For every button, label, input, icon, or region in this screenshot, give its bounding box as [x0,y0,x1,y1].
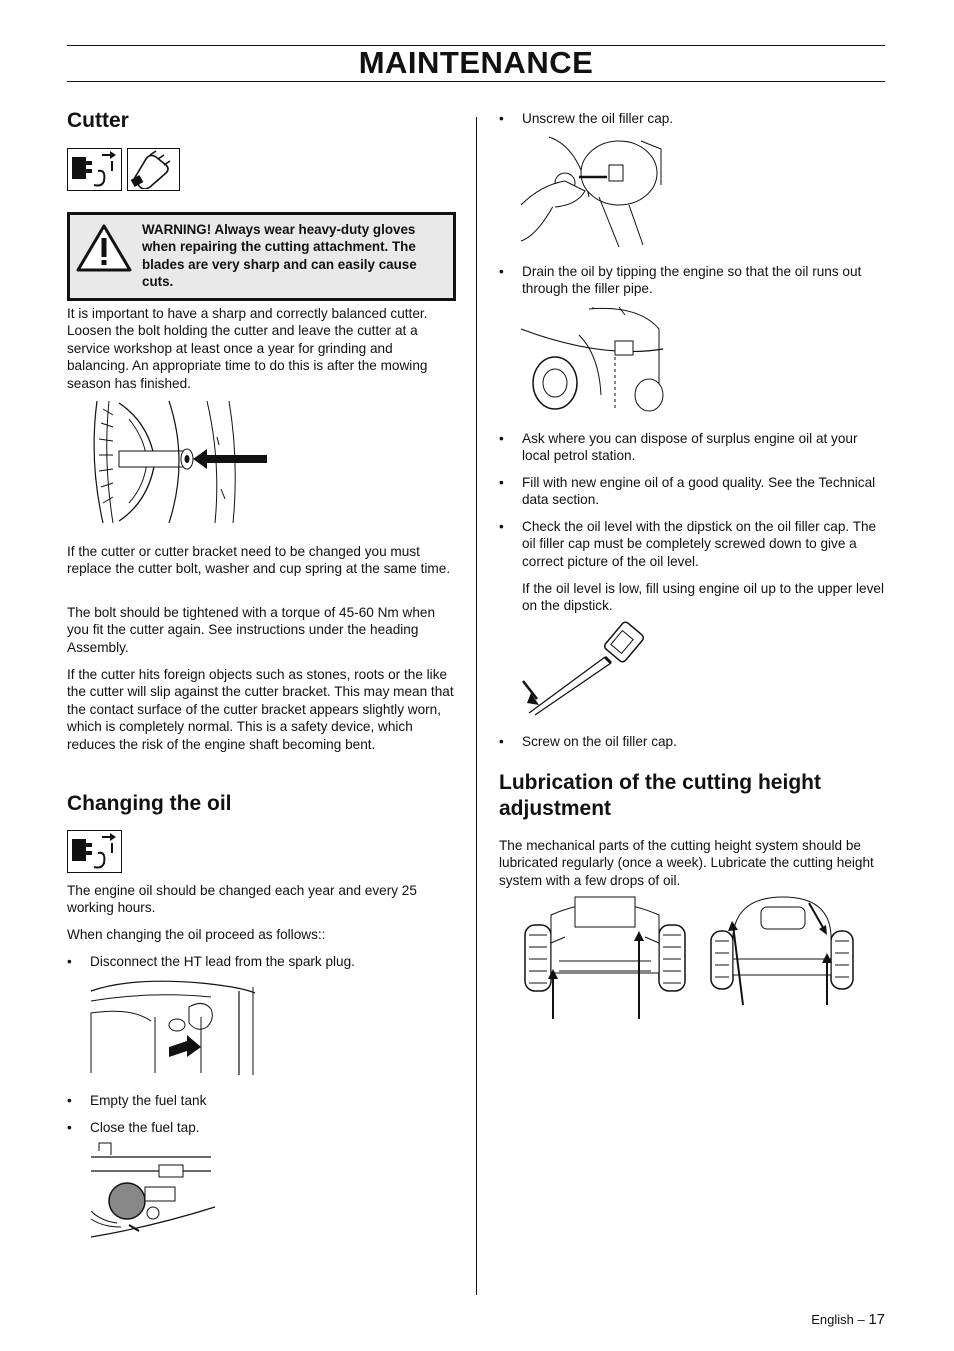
lubrication-paragraph: The mechanical parts of the cutting height system should be lubricated regularly (once a week). Lubricate the cutting height system with a few drops of oil. [499,838,874,888]
oil-paragraph-1: The engine oil should be changed each year and every 25 working hours. [67,883,417,916]
spark-plug-illustration [89,977,257,1075]
warning-triangle-icon [75,223,133,273]
oil-step-drain: • Drain the oil by tipping the engine so that the oil runs out through the filler pipe. [499,263,889,298]
spark-plug-disconnect-icon [67,830,122,873]
dipstick-illustration [521,621,651,717]
spark-plug-disconnect-icon [67,148,122,191]
oil-step-disconnect: • Disconnect the HT lead from the spark plug. [67,953,457,970]
oil-step-unscrew-cap: • Unscrew the oil filler cap. [499,110,889,127]
cutter-paragraph-3: The bolt should be tightened with a torque of 45-60 Nm when you fit the cutter again. See instructions under the heading Assembly. [67,605,436,655]
oil-step-check-level: • Check the oil level with the dipstick on the oil filler cap. The oil filler cap must be completely screwed down to give a correct picture of the oil level. [499,518,889,570]
oil-filler-cap-illustration [519,135,665,247]
fuel-tap-illustration [89,1141,217,1241]
oil-step-close-fuel-tap: • Close the fuel tap. [67,1119,457,1136]
cutter-heading: Cutter [67,109,129,132]
cutter-bolt-illustration [89,399,269,525]
oil-step-dispose: • Ask where you can dispose of surplus engine oil at your local petrol station. [499,430,889,465]
oil-level-note: If the oil level is low, fill using engine oil up to the upper level on the dipstick. [522,581,884,614]
oil-step-screw-on-cap: • Screw on the oil filler cap. [499,733,889,750]
warning-text: WARNING! Always wear heavy-duty gloves when repairing the cutting attachment. The blades are very sharp and can easily cause cuts. [142,222,417,290]
oil-step-fill-new: • Fill with new engine oil of a good quality. See the Technical data section. [499,474,889,509]
oil-step-empty-fuel: • Empty the fuel tank [67,1092,457,1109]
footer-page-number: 17 [868,1311,885,1328]
left-column [67,105,457,1255]
page-title: MAINTENANCE [358,45,594,80]
changing-oil-heading: Changing the oil [67,792,232,815]
header-bottom-rule [67,81,885,82]
column-divider [476,117,477,1295]
lubrication-rear-illustration [707,895,857,1011]
cutter-paragraph-4: If the cutter hits foreign objects such as stones, roots or the like the cutter will slip against the cutter bracket. This may mean that the contact surface of the cutter bracket appears slightly worn, which is completely normal. This is a safety device, which reduces the risk of the engine shaft becoming bent. [67,667,454,752]
footer-dash: – [857,1312,869,1327]
cutter-paragraph-1: It is important to have a sharp and correctly balanced cutter. Loosen the bolt holding the cutter and leave the cutter at a service workshop at least once a year for grinding and balancing. An appropriate time to do this is after the mowing season has finished. [67,306,428,391]
oil-drain-illustration [519,305,665,413]
footer-language: English [811,1312,854,1327]
cutter-paragraph-2: If the cutter or cutter bracket need to be changed you must replace the cutter bolt, washer and cup spring at the same time. [67,544,451,577]
gloves-icon [127,148,180,191]
page-footer [811,1311,885,1328]
oil-paragraph-2: When changing the oil proceed as follows:: [67,927,326,942]
right-column [499,105,889,1255]
lubrication-front-illustration [519,895,691,1021]
lubrication-heading: Lubrication of the cutting height adjustment [499,771,821,820]
warning-box [67,212,456,301]
